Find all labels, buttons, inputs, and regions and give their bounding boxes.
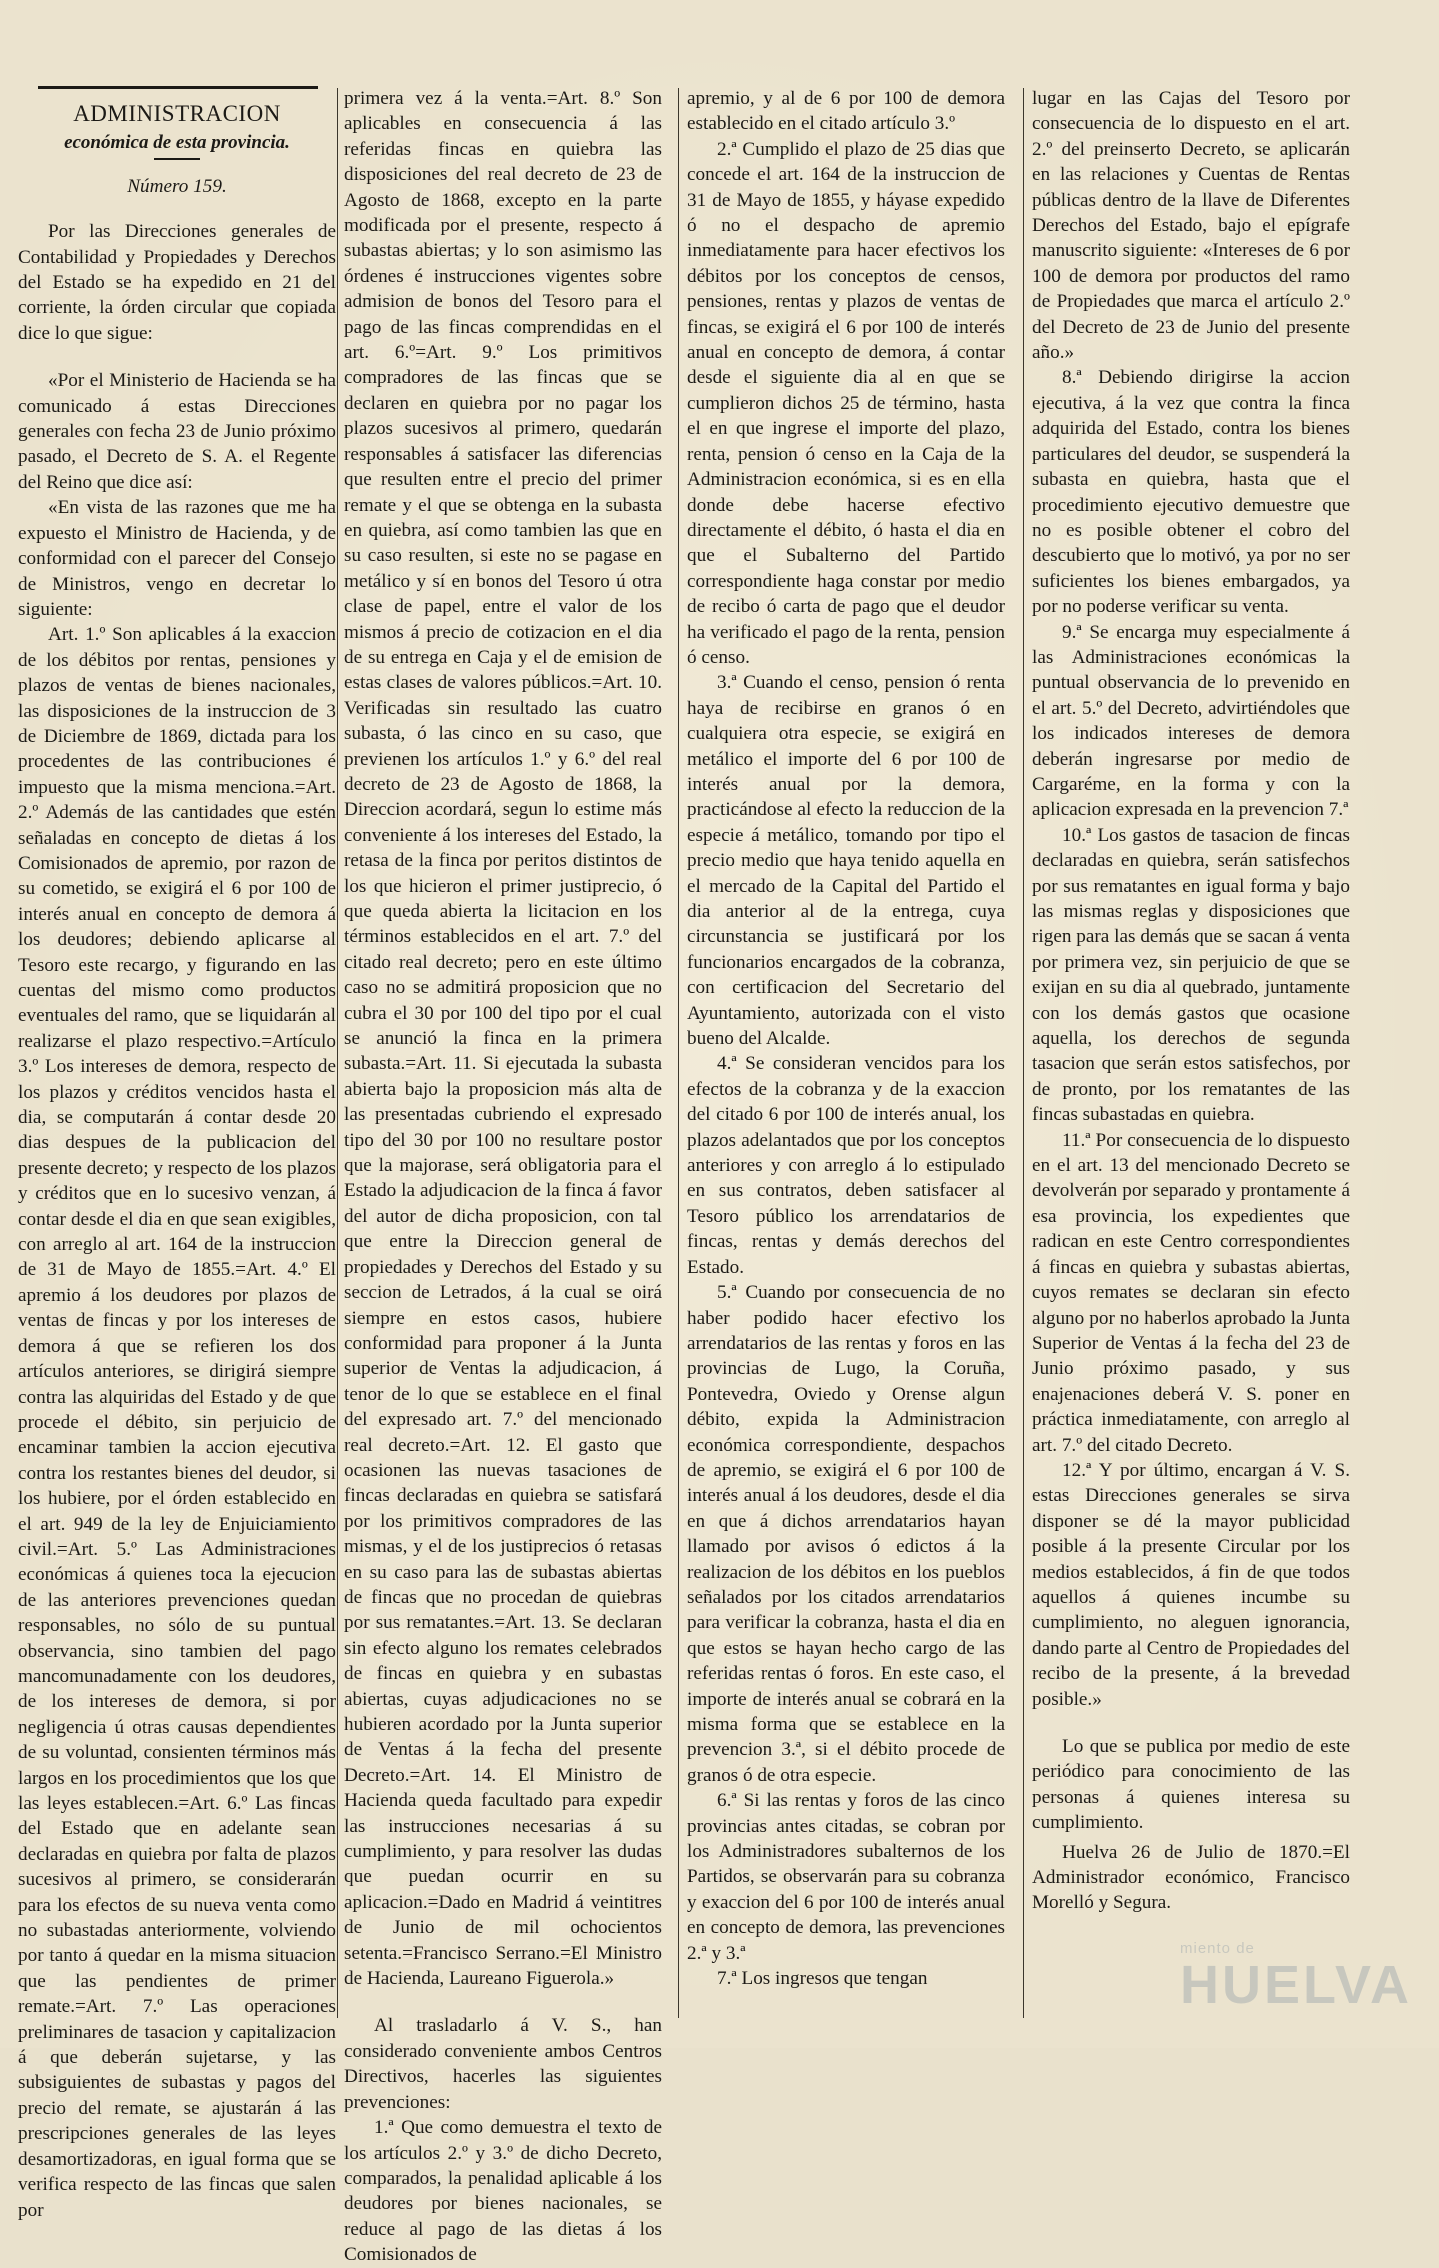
column-4 [1032,86,1350,1916]
column-1 [18,86,336,2223]
paragraph: 6.ª Si las rentas y foros de las cinco provincias antes citadas, se cobran por los Administradores subalternos de los Partidos, se observarán para su cobranza y exaccion del 6 por 100 de interés anual en concepto de demora, las prevenciones 2.ª y 3.ª [687,1790,1005,1964]
column-2 [344,86,662,2268]
paragraph: 5.ª Cuando por consecuencia de no haber podido hacer efectivo los arrendatarios de las rentas y foros en las provincias de Lugo, la Coruña, Pontevedra, Oviedo y Orense algun débito, expida la Administracion económica correspondiente, despachos de apremio, se exigirá el 6 por 100 de interés anual á los deudores, desde el dia en que á dichos arrendatarios hayan llamado por avisos ó edictos á la realizacion de los débitos en los pueblos señalados por los citados arrendatarios para verificar la cobranza, hasta el dia en que estos se hayan hecho cargo de las referidas rentas ó foros. En este caso, el importe de interés anual se cobrará en la misma forma que se establece en la prevencion 3.ª, si el débito procede de granos ó de otra especie. [687,1282,1005,1786]
paragraph: «En vista de las razones que me ha expuesto el Ministro de Hacienda, y de conformidad con el parecer del Consejo de Ministros, vengo en decretar lo siguiente: [18,497,336,620]
title-dash [154,158,200,160]
column-divider [1023,88,1024,2018]
archive-watermark [1180,1940,1420,2030]
paragraph: «Por el Ministerio de Hacienda se ha comunicado á estas Direcciones generales con fecha 23 de Junio próximo pasado, el Decreto de S. A. el Regente del Reino que dice así: [18,370,336,493]
paragraph: Art. 1.º Son aplicables á la exaccion de los débitos por rentas, pensiones y plazos de ventas de bienes nacionales, las disposiciones de la instruccion de 3 de Diciembre de 1869, dictada para los procedentes de las contribuciones é impuesto que la misma menciona.=Art. 2.º Además de las cantidades que estén señaladas en concepto de dietas á los Comisionados de apremio, por razon de su cometido, se exigirá el 6 por 100 de interés anual en concepto de demora á los deudores; debiendo aplicarse al Tesoro este recargo, y figurando en las cuentas del mismo como productos eventuales del ramo, que se liquidarán al realizarse el plazo respectivo.=Artículo 3.º Los intereses de demora, respecto de los plazos y créditos vencidos hasta el dia, se computarán á contar desde 20 dias despues de la publicacion del presente decreto; y respecto de los plazos y créditos que en lo sucesivo venzan, á contar desde el dia en que sean exigibles, con arreglo al art. 164 de la instruccion de 31 de Mayo de 1855.=Art. 4.º El apremio á los deudores por plazos de ventas de fincas y por los intereses de demora á que se refieren los dos artículos anteriores, se dirigirá siempre contra las alquiridas del Estado y de que procede el débito, sin perjuicio de encaminar tambien la accion ejecutiva contra los restantes bienes del deudor, si los hubiere, por el órden establecido en el art. 949 de la ley de Enjuiciamiento civil.=Art. 5.º Las Administraciones económicas á quienes toca la ejecucion de las anteriores prevenciones quedan responsables, no sólo de su puntual observancia, sino tambien del pago mancomunadamente con los deudores, de los intereses de demora, si por negligencia ú otras causas dependientes de su voluntad, consienten términos más largos en los procedimientos que los que las leyes establecen.=Art. 6.º Las fincas del Estado que en adelante sean declaradas en quiebra por falta de plazos sucesivos al primero, se considerarán para los efectos de su nueva venta como no subastadas anteriormente, volviendo por tanto á quedar en la misma situacion que las pendientes de primer remate.=Art. 7.º Las operaciones preliminares de tasacion y capitalizacion á que deberán sujetarse, y las subsiguientes de subastas y pagos del precio del remate, se ajustarán á las prescripciones generales de las leyes desamortizadoras, en igual forma que se verifica respecto de las fincas que salen por [18,624,336,2221]
watermark-big-text: HUELVA [1180,1955,1412,2015]
paragraph: 11.ª Por consecuencia de lo dispuesto en el art. 13 del mencionado Decreto se devolverán por separado y prontamente á esa provincia, los expedientes que radican en este Centro correspondientes á fincas en quiebra y subastas abiertas, cuyos remates se declaran sin efecto alguno por no haberlos aprobado la Junta Superior de Ventas á la fecha del 23 de Junio próximo pasado, y sus enajenaciones deberá V. S. poner en práctica inmediatamente, con arreglo al art. 7.º del citado Decreto. [1032,1129,1350,1456]
paragraph: 10.ª Los gastos de tasacion de fincas declaradas en quiebra, serán satisfechos por sus rematantes en igual forma y bajo las mismas reglas y disposiciones que rigen para las demás que se sacan á venta por primera vez, sin perjuicio de que se exijan en su dia al quebrado, juntamente con los demás gastos que ocasione aquella, los derechos de segunda tasacion que serán estos satisfechos, por de pronto, por los rematantes de las fincas subastadas en quiebra. [1032,824,1350,1126]
paragraph: 4.ª Se consideran vencidos para los efectos de la cobranza y de la exaccion del citado 6 por 100 de interés anual, los plazos adelantados que por los conceptos anteriores y con arreglo á lo estipulado en sus contratos, deben satisfacer al Tesoro público los arrendatarios de fincas, rentas y demás derechos del Estado. [687,1053,1005,1278]
column-divider [337,88,338,2018]
paragraph: 1.ª Que como demuestra el texto de los artículos 2.º y 3.º de dicho Decreto, comparados, la penalidad aplicable á los deudores por bienes nacionales, se reduce al pago de las dietas á los Comisionados de [344,2117,662,2266]
paragraph: Lo que se publica por medio de este periódico para conocimiento de las personas á quienes interesa su cumplimiento. [1032,1736,1350,1834]
paragraph: Al trasladarlo á V. S., han considerado conveniente ambos Centros Directivos, hacerles las siguientes prevenciones: [344,2015,662,2113]
column-divider [678,88,679,2018]
paragraph: lugar en las Cajas del Tesoro por consecuencia de lo dispuesto en el art. 2.º del preinserto Decreto, se aplicarán en las relaciones y Cuentas de Rentas públicas dentro de la llave de Diferentes Derechos del Estado, bajo el epígrafe manuscrito siguiente: «Intereses de 6 por 100 de demora por productos del ramo de Propiedades que marca el artículo 2.º del Decreto de 23 de Junio del presente año.» [1032,88,1350,364]
section-title: ADMINISTRACION [73,101,281,126]
paragraph: 7.ª Los ingresos que tengan [717,1968,928,1990]
paragraph: 3.ª Cuando el censo, pension ó renta haya de recibirse en granos ó en cualquiera otra especie, se exigirá en metálico el importe del 6 por 100 de interés anual por la demora, practicándose al efecto la reduccion de la especie á metálico, tomando por tipo el precio medio que haya tenido aquella en el mercado de la Capital del Partido el dia anterior al de la entrega, cuya circunstancia se justificará por los funcionarios encargados de la cobranza, con certificacion del Secretario del Ayuntamiento, autorizada con el visto bueno del Alcalde. [687,672,1005,1050]
paragraph: primera vez á la venta.=Art. 8.º Son aplicables en consecuencia á las referidas fincas en quiebra las disposiciones del real decreto de 23 de Agosto de 1868, excepto en la parte modificada por el presente, respecto á subastas abiertas; y lo son asimismo las órdenes é instrucciones vigentes sobre admision de bonos del Tesoro para el pago de las fincas comprendidas en el art. 6.º=Art. 9.º Los primitivos compradores de las fincas que se declaren en quiebra por no pagar los plazos sucesivos al primero, quedarán responsables á satisfacer las diferencias que resulten entre el precio del primer remate y el que se obtenga en la subasta en quiebra, así como tambien las que en su caso resulten, si este no se pagase en metálico y sí en bonos del Tesoro ú otra clase de papel, entre el valor de los mismos á precio de cotizacion en el dia de su entrega en Caja y el de emision de estas clases de valores públicos.=Art. 10. Verificadas sin resultado las cuatro subasta, ó las cinco en su caso, que previenen los artículos 1.º y 6.º del real decreto de 23 de Agosto de 1868, la Direccion acordará, segun lo estime más conveniente á los intereses del Estado, la retasa de la finca por peritos distintos de los que hicieron el primer justiprecio, ó que queda abierta la licitacion en los términos establecidos en el art. 7.º del citado real decreto; pero en este último caso no se admitirá proposicion que no cubra el 30 por 100 del tipo por el cual se anunció la finca en la primera subasta.=Art. 11. Si ejecutada la subasta abierta bajo la proposicion más alta de las presentadas cubriendo el expresado tipo del 30 por 100 no resultare postor que la majorase, será obligatoria para el Estado la adjudicacion de la finca á favor del autor de dicha proposicion, con tal que entre la Direccion general de propiedades y Derechos del Estado y su seccion de Letrados, á la cual se oirá siempre en estos casos, hubiere conformidad para proponer á la Junta superior de Ventas la adjudicacion, á tenor de lo que se establece en el final del expresado art. 7.º del mencionado real decreto.=Art. 12. El gasto que ocasionen las nuevas tasaciones de fincas declaradas en quiebra se satisfará por los primitivos compradores de las mismas, y el de los justiprecios ó retasas en su caso para las de subastas abiertas de fincas que no procedan de quiebras por sus rematantes.=Art. 13. Se declaran sin efecto alguno los remates celebrados de fincas en quiebra y en subastas abiertas, cuyas adjudicaciones no se hubieren acordado por la Junta superior de Ventas á la fecha del presente Decreto.=Art. 14. El Ministro de Hacienda queda facultado para expedir las instrucciones necesarias á su cumplimiento, y para resolver las dudas que puedan ocurrir en su aplicacion.=Dado en Madrid á veintitres de Junio de mil ochocientos setenta.=Francisco Serrano.=El Ministro de Hacienda, Laureano Figuerola.» [344,88,662,1990]
paragraph: apremio, y al de 6 por 100 de demora establecido en el citado artículo 3.º [687,88,1005,135]
watermark-small-text: miento de [1180,1940,1255,1957]
paragraph: 12.ª Y por último, encargan á V. S. estas Direcciones generales se sirva disponer se dé la mayor publicidad posible á la presente Circular por los medios establecidos, á fin de que todos aquellos á quienes incumbe su cumplimiento, no aleguen ignorancia, dando parte al Centro de Propiedades del recibo de la presente, á la brevedad posible.» [1032,1459,1350,1710]
column-3 [687,86,1005,1991]
signature-paragraph: Huelva 26 de Julio de 1870.=El Administrador económico, Francisco Morelló y Segura. [1032,1841,1350,1914]
paragraph: 2.ª Cumplido el plazo de 25 dias que concede el art. 164 de la instruccion de 31 de Mayo de 1855, y háyase expedido ó no el despacho de apremio inmediatamente para hacer efectivos los débitos por los conceptos de censos, pensiones, rentas y plazos de ventas de fincas, se exigirá el 6 por 100 de interés anual en concepto de demora, á contar desde el siguiente dia al en que se cumplieron dichos 25 de término, hasta el en que ingrese el importe del plazo, renta, pension ó censo en la Caja de la Administracion económica, si es en ella donde debe hacerse efectivo directamente el débito, ó hasta el dia en que el Subalterno del Partido correspondiente haga constar por medio de recibo ó carta de pago que el deudor ha verificado el pago de la renta, pension ó censo. [687,138,1005,668]
header-rule [38,86,318,89]
issue-number: Número 159. [127,175,227,197]
paragraph: Por las Direcciones generales de Contabilidad y Propiedades y Derechos del Estado se ha expedido en 21 del corriente, la órden circular que copiada dice lo que sigue: [18,221,336,344]
section-subtitle: económica de esta provincia. [64,132,290,154]
paragraph: 9.ª Se encarga muy especialmente á las Administraciones económicas la puntual observancia de lo prevenido en el art. 5.º del Decreto, advirtiéndoles que los indicados intereses de demora deberán ingresarse por medio de Cargaréme, en la forma y con la aplicacion expresada en la prevencion 7.ª [1032,621,1350,821]
paragraph: 8.ª Debiendo dirigirse la accion ejecutiva, á la vez que contra la finca adquirida del Estado, contra los bienes particulares del deudor, se suspenderá la subasta en quiebra, hasta que el procedimiento ejecutivo demuestre que no es posible obtener el cobro del descubierto que lo motivó, ya por no ser suficientes los bienes embargados, ya por no poderse verificar su venta. [1032,367,1350,618]
